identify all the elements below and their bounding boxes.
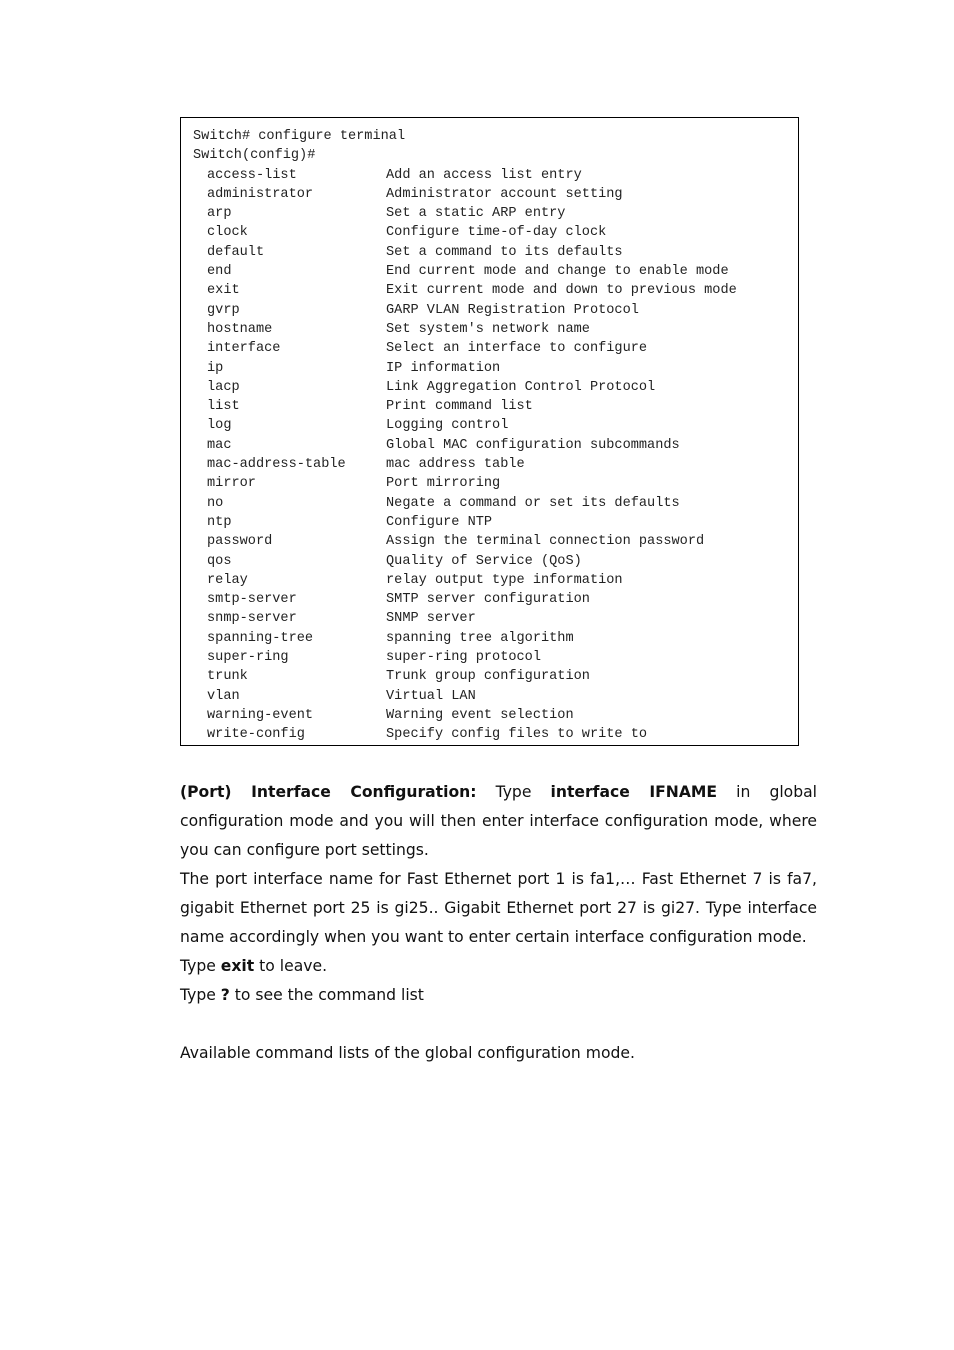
section-heading: (Port) Interface Configuration: bbox=[180, 783, 477, 801]
command-row bbox=[193, 513, 786, 532]
paragraph-intro: (Port) Interface Configuration: Type interface IFNAME in global configuration mode and you will then enter interface configuration mode, where you can configure port settings. bbox=[180, 783, 818, 859]
command-list bbox=[193, 166, 786, 745]
command-row bbox=[193, 339, 786, 358]
inline-command: exit bbox=[220, 957, 255, 975]
inline-command: ? bbox=[220, 986, 230, 1004]
command-row bbox=[193, 166, 786, 185]
command-name: access-list bbox=[207, 167, 297, 183]
paragraph-exit: Type exit to leave. bbox=[180, 957, 328, 975]
command-row bbox=[193, 204, 786, 223]
command-name: trunk bbox=[207, 669, 248, 685]
command-row bbox=[193, 706, 786, 725]
command-row bbox=[193, 609, 786, 628]
command-row bbox=[193, 359, 786, 378]
command-name: list bbox=[207, 399, 240, 415]
command-name: snmp-server bbox=[207, 611, 297, 627]
command-description: Add an access list entry bbox=[386, 167, 582, 183]
command-row bbox=[193, 223, 786, 242]
command-description: Virtual LAN bbox=[386, 688, 476, 704]
inline-command: interface IFNAME bbox=[550, 783, 718, 801]
paragraph-available: Available command lists of the global configuration mode. bbox=[180, 1044, 635, 1062]
command-description: SNMP server bbox=[386, 611, 476, 627]
command-name: relay bbox=[207, 572, 248, 588]
command-name: password bbox=[207, 534, 273, 550]
command-name: warning-event bbox=[207, 707, 314, 723]
command-name: lacp bbox=[207, 379, 240, 395]
command-description: SMTP server configuration bbox=[386, 592, 590, 608]
command-name: administrator bbox=[207, 186, 314, 202]
command-description: mac address table bbox=[386, 457, 525, 473]
command-name: ntp bbox=[207, 514, 232, 530]
command-name: log bbox=[207, 418, 232, 434]
command-name: arp bbox=[207, 206, 232, 222]
command-row bbox=[193, 320, 786, 339]
command-name: interface bbox=[207, 341, 281, 357]
command-description: Link Aggregation Control Protocol bbox=[386, 379, 656, 395]
command-description: Print command list bbox=[386, 399, 533, 415]
command-name: super-ring bbox=[207, 650, 289, 666]
command-name: qos bbox=[207, 553, 232, 569]
command-row bbox=[193, 552, 786, 571]
command-row bbox=[193, 301, 786, 320]
command-description: Configure NTP bbox=[386, 514, 493, 530]
command-row bbox=[193, 590, 786, 609]
command-name: no bbox=[207, 495, 224, 511]
command-description: Exit current mode and down to previous mode bbox=[386, 283, 737, 299]
command-row bbox=[193, 687, 786, 706]
command-description: Specify config files to write to bbox=[386, 727, 648, 743]
command-description: Administrator account setting bbox=[386, 186, 623, 202]
command-name: default bbox=[207, 244, 265, 260]
command-row bbox=[193, 243, 786, 262]
command-description: Set a static ARP entry bbox=[386, 206, 566, 222]
prompt-line: Switch# configure terminal bbox=[193, 129, 406, 144]
command-name: mirror bbox=[207, 476, 256, 492]
command-row bbox=[193, 416, 786, 435]
command-name: end bbox=[207, 264, 232, 280]
command-row bbox=[193, 378, 786, 397]
body-text bbox=[180, 778, 817, 1068]
command-name: vlan bbox=[207, 688, 240, 704]
command-name: ip bbox=[207, 360, 224, 376]
command-description: Set system's network name bbox=[386, 321, 590, 337]
command-description: Warning event selection bbox=[386, 707, 574, 723]
command-row bbox=[193, 397, 786, 416]
paragraph-port-names: The port interface name for Fast Ethernet port 1 is fa1,… Fast Ethernet 7 is fa7, gigabit Ethernet port 25 is gi25.. Gigabit Ethernet port 27 is gi27. Type interface name accordingly when you want to enter certain interface configuration mode. bbox=[180, 870, 817, 946]
command-description: Select an interface to configure bbox=[386, 341, 648, 357]
command-row bbox=[193, 629, 786, 648]
command-description: super-ring protocol bbox=[386, 650, 541, 666]
command-row bbox=[193, 667, 786, 686]
command-name: mac bbox=[207, 437, 232, 453]
prompt-line: Switch(config)# bbox=[193, 148, 316, 164]
command-description: Configure time-of-day clock bbox=[386, 225, 607, 241]
command-row bbox=[193, 571, 786, 590]
command-name: write-config bbox=[207, 727, 305, 743]
command-description: Assign the terminal connection password bbox=[386, 534, 705, 550]
command-name: smtp-server bbox=[207, 592, 297, 608]
command-description: Port mirroring bbox=[386, 476, 501, 492]
command-row bbox=[193, 725, 786, 744]
command-description: Logging control bbox=[386, 418, 509, 434]
command-description: relay output type information bbox=[386, 572, 623, 588]
command-description: Trunk group configuration bbox=[386, 669, 590, 685]
command-description: spanning tree algorithm bbox=[386, 630, 574, 646]
command-row bbox=[193, 262, 786, 281]
command-description: Set a command to its defaults bbox=[386, 244, 623, 260]
command-row bbox=[193, 494, 786, 513]
terminal-output-box bbox=[180, 117, 799, 746]
command-description: Quality of Service (QoS) bbox=[386, 553, 582, 569]
command-name: gvrp bbox=[207, 302, 240, 318]
command-description: Global MAC configuration subcommands bbox=[386, 437, 680, 453]
command-description: GARP VLAN Registration Protocol bbox=[386, 302, 639, 318]
command-name: exit bbox=[207, 283, 240, 299]
command-row bbox=[193, 185, 786, 204]
command-row bbox=[193, 648, 786, 667]
command-row bbox=[193, 532, 786, 551]
command-description: IP information bbox=[386, 360, 501, 376]
command-name: clock bbox=[207, 225, 248, 241]
paragraph-help: Type ? to see the command list bbox=[180, 986, 424, 1004]
command-description: Negate a command or set its defaults bbox=[386, 495, 680, 511]
command-row bbox=[193, 455, 786, 474]
command-name: spanning-tree bbox=[207, 630, 314, 646]
command-description: End current mode and change to enable mode bbox=[386, 264, 729, 280]
command-row bbox=[193, 436, 786, 455]
command-row bbox=[193, 281, 786, 300]
command-row bbox=[193, 474, 786, 493]
command-name: mac-address-table bbox=[207, 457, 346, 473]
spacer bbox=[180, 1010, 817, 1039]
command-name: hostname bbox=[207, 321, 273, 337]
